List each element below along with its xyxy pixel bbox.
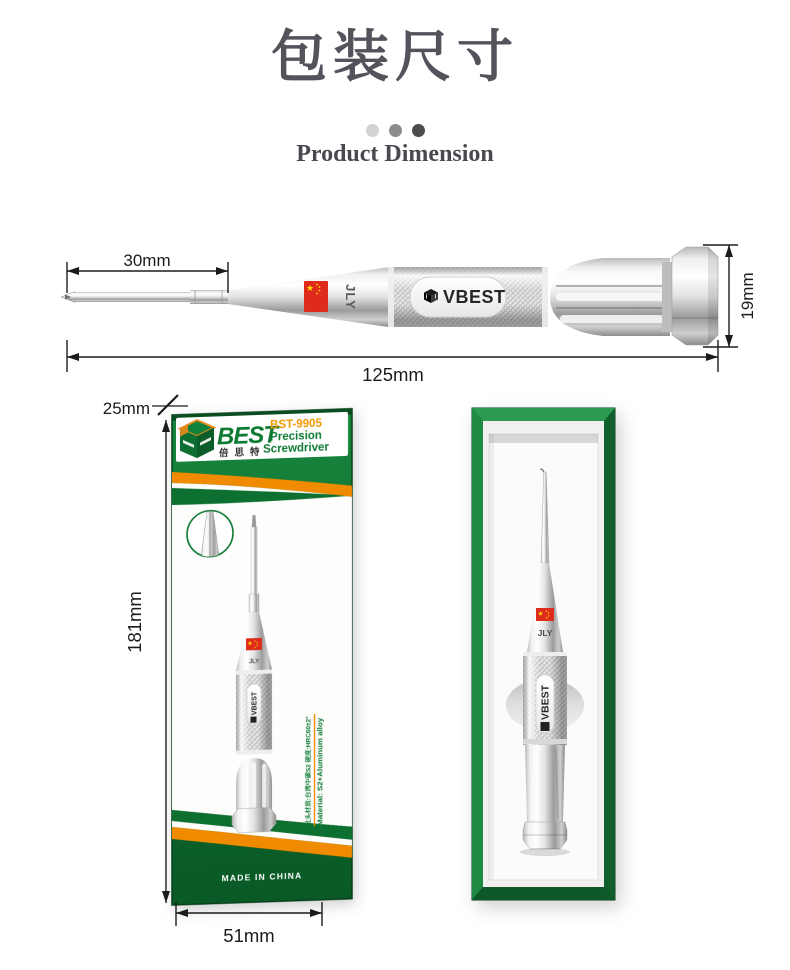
- dimension-label-181mm: 181mm: [124, 591, 145, 653]
- spec-cn-text: 批头材质:台湾中碳S2 硬度:HRC60±2°: [305, 721, 313, 827]
- dimension-label-30mm: 30mm: [123, 251, 171, 270]
- dimension-label-25mm: 25mm: [102, 399, 150, 418]
- dimension-depth-break-mark: [152, 395, 188, 415]
- vbest-logo-text: VBEST: [443, 287, 506, 307]
- dimension-package-height: [162, 420, 170, 903]
- model-number-text: BST-9905: [270, 417, 322, 432]
- vbest-logo-text: VBEST: [251, 691, 259, 716]
- dot-icon: [389, 124, 402, 137]
- dimension-label-51mm: 51mm: [223, 925, 275, 946]
- grip-engraving-jly: JLY: [248, 658, 260, 666]
- page-title: 包装尺寸: [271, 25, 519, 88]
- dimension-label-19mm: 19mm: [738, 272, 757, 320]
- dimension-cap-diameter: [703, 245, 738, 347]
- decorative-dots: [0, 122, 790, 140]
- dimension-label-125mm: 125mm: [362, 364, 424, 385]
- screwdriver-dimension-annotations: [0, 225, 790, 395]
- dot-icon: [366, 124, 379, 137]
- dimension-package-width: [176, 902, 322, 926]
- spec-en-text: Material: S2+Aluminum alloy: [317, 730, 325, 826]
- dot-icon: [412, 124, 425, 137]
- product-name-line2: Screwdriver: [263, 441, 329, 456]
- grip-engraving-jly: JLY: [537, 628, 553, 638]
- product-name-line1: Precision: [270, 429, 322, 444]
- package-dimension-annotations: [0, 390, 790, 970]
- vbest-logo-text: VBEST: [539, 684, 552, 720]
- made-in-china-text: MADE IN CHINA: [221, 870, 303, 884]
- best-brand-text: BEST: [217, 421, 277, 451]
- page-subtitle: Product Dimension: [296, 141, 494, 167]
- grip-engraving-jly: JLY: [343, 284, 358, 310]
- best-brand-cn-text: 倍思特: [219, 446, 266, 460]
